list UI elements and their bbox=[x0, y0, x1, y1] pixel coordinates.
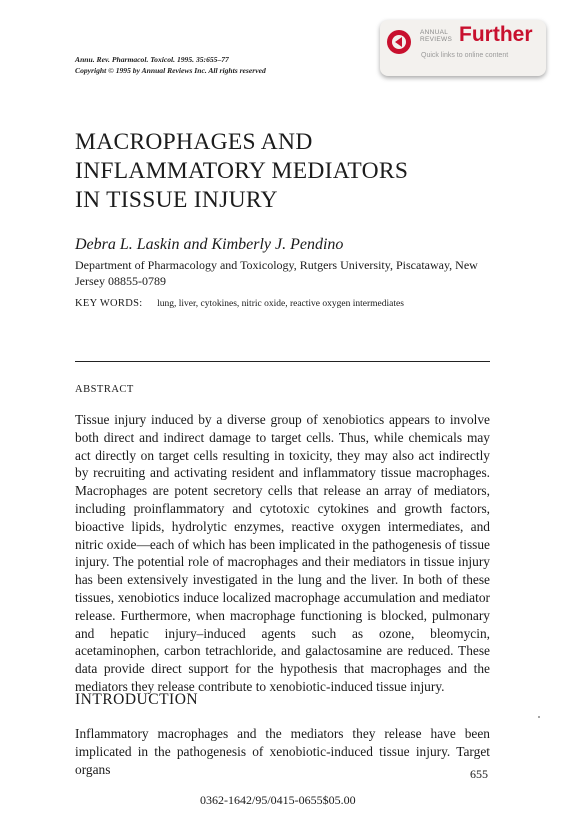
journal-citation bbox=[75, 54, 266, 76]
abstract-text: Tissue injury induced by a diverse group of xenobiotics appears to involve both direct and indirect damage to target cells. Thus, while chemicals may act directly on target cells resulting in toxicity, they may also act indirectly by recruiting and activating resident and inflammatory tissue macrophages. Macrophages are potent secretory cells that release an array of mediators, including proinflammatory and cytotoxic cytokines and growth factors, bioactive lipids, hydrolytic enzymes, reactive oxygen intermediates, and nitric oxide—each of which has been implicated in the pathogenesis of tissue injury. The potential role of macrophages and their mediators in tissue injury has been extensively investigated in the lung and the liver. In both of these tissues, xenobiotics induce localized macrophage accumulation and mediator release. Furthermore, when macrophage functioning is blocked, pulmonary and hepatic injury–induced agents such as ozone, bleomycin, acetaminophen, carbon tetrachloride, and galactosamine are reduced. These data provide direct support for the hypothesis that macrophages and the mediators they release contribute to xenobiotic-induced tissue injury. bbox=[75, 412, 490, 694]
article-title bbox=[75, 128, 408, 215]
copyright-line: Copyright © 1995 by Annual Reviews Inc. All rights reserved bbox=[75, 66, 266, 75]
brand-line-2: REVIEWS bbox=[420, 36, 453, 43]
further-banner[interactable] bbox=[380, 20, 546, 76]
page-number: 655 bbox=[470, 767, 488, 781]
authors: Debra L. Laskin and Kimberly J. Pendino bbox=[75, 236, 344, 253]
abstract-heading: ABSTRACT bbox=[75, 384, 134, 395]
annual-reviews-logo-icon bbox=[386, 29, 412, 55]
keywords bbox=[75, 298, 404, 309]
footer-code: 0362-1642/95/0415-0655$05.00 bbox=[200, 793, 356, 807]
keywords-list: lung, liver, cytokines, nitric oxide, reactive oxygen intermediates bbox=[157, 299, 404, 309]
journal-line: Annu. Rev. Pharmacol. Toxicol. 1995. 35:655–77 bbox=[75, 55, 229, 64]
further-label: Further bbox=[459, 23, 533, 46]
introduction-text: Inflammatory macrophages and the mediators they release have been implicated in the pathogenesis of xenobiotic-induced tissue injury. Target organs bbox=[75, 726, 490, 777]
introduction-heading: INTRODUCTION bbox=[75, 691, 199, 708]
brand-line-1: ANNUAL bbox=[420, 29, 449, 36]
affiliation: Department of Pharmacology and Toxicology, Rutgers University, Piscataway, New Jersey 08855-0789 bbox=[75, 258, 478, 288]
scan-speck bbox=[538, 716, 540, 718]
banner-subtitle: Quick links to online content bbox=[421, 52, 509, 59]
keywords-label: KEY WORDS: bbox=[75, 298, 143, 309]
title-line-2: INFLAMMATORY MEDIATORS bbox=[75, 158, 409, 184]
title-line-1: MACROPHAGES AND bbox=[75, 129, 313, 155]
title-line-3: IN TISSUE INJURY bbox=[75, 187, 278, 213]
divider-rule bbox=[75, 361, 490, 362]
brand-name bbox=[420, 29, 452, 43]
